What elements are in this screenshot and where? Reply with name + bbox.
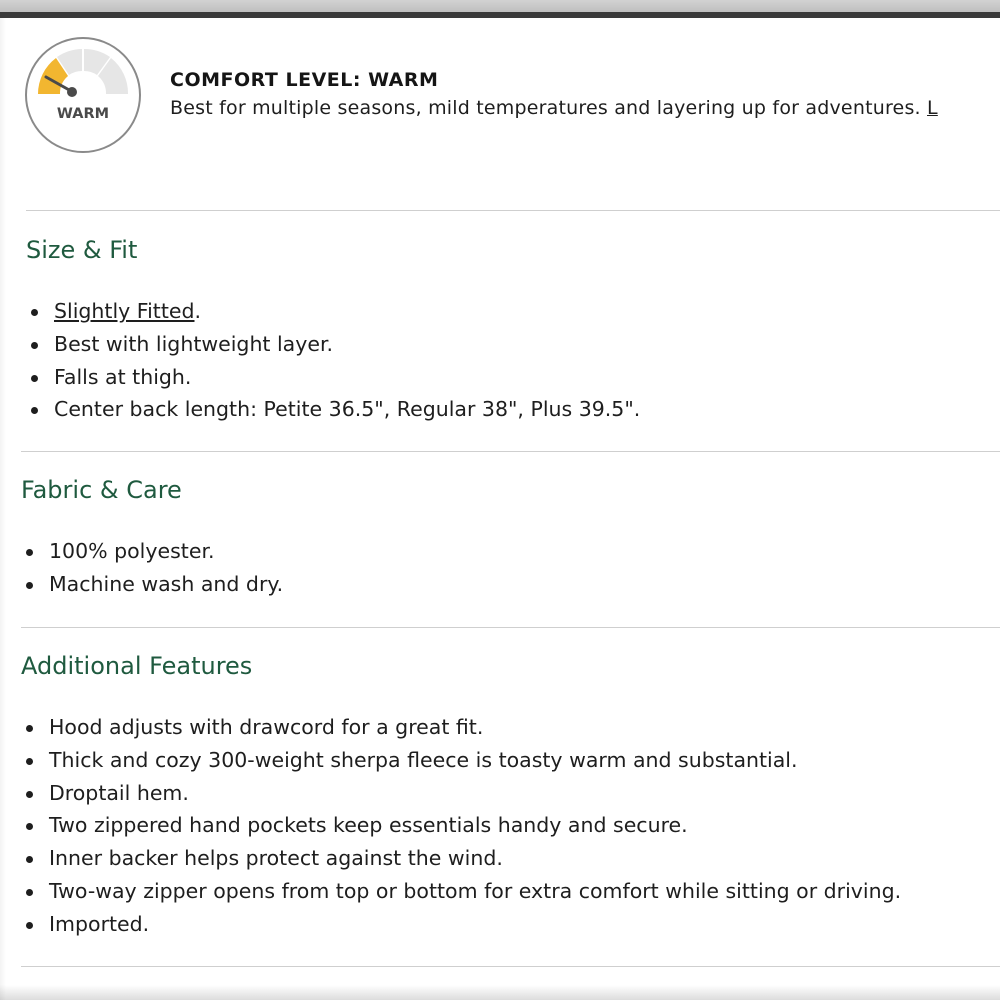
comfort-gauge-icon — [24, 36, 142, 154]
list-item: Inner backer helps protect against the wind. — [20, 842, 901, 875]
list-item-text: Best with lightweight layer. — [54, 331, 334, 356]
browser-top-edge — [0, 0, 1000, 12]
list-item — [25, 361, 640, 394]
panel-shadow — [0, 18, 6, 1000]
list-item: Two zippered hand pockets keep essentials handy and secure. — [20, 809, 901, 842]
comfort-description-text: Best for multiple seasons, mild temperatures and layering up for adventures. — [170, 97, 928, 119]
list-item — [25, 328, 640, 361]
comfort-title: COMFORT LEVEL: WARM — [170, 69, 439, 91]
list-item-text: Falls at thigh. — [54, 364, 192, 389]
comfort-description — [170, 97, 938, 119]
size-fit-list — [25, 295, 640, 426]
size-fit-heading: Size & Fit — [26, 236, 138, 264]
list-item: Thick and cozy 300-weight sherpa fleece is toasty warm and substantial. — [20, 744, 901, 777]
list-item-text: Center back length: Petite 36.5", Regular 38", Plus 39.5". — [54, 397, 641, 422]
list-item: Imported. — [20, 908, 901, 941]
list-item: Droptail hem. — [20, 777, 901, 810]
header-border — [0, 12, 1000, 18]
fabric-care-heading: Fabric & Care — [21, 476, 182, 504]
fabric-care-list — [20, 535, 283, 601]
list-item — [25, 295, 640, 328]
list-item: Hood adjusts with drawcord for a great fit. — [20, 711, 901, 744]
slightly-fitted-link[interactable]: Slightly Fitted — [54, 299, 195, 323]
additional-features-list — [20, 711, 901, 941]
divider — [21, 966, 1000, 967]
additional-features-heading: Additional Features — [21, 652, 253, 680]
divider — [26, 210, 1000, 211]
list-item: Two-way zipper opens from top or bottom for extra comfort while sitting or driving. — [20, 875, 901, 908]
comfort-learn-more-link[interactable]: L — [927, 97, 938, 119]
list-item — [25, 393, 640, 426]
list-item-text: . — [194, 299, 202, 323]
gauge-label: WARM — [56, 106, 110, 122]
comfort-level-block — [24, 36, 1000, 156]
divider — [21, 451, 1000, 452]
list-item: 100% polyester. — [20, 535, 283, 568]
divider — [21, 627, 1000, 628]
list-item: Machine wash and dry. — [20, 568, 283, 601]
